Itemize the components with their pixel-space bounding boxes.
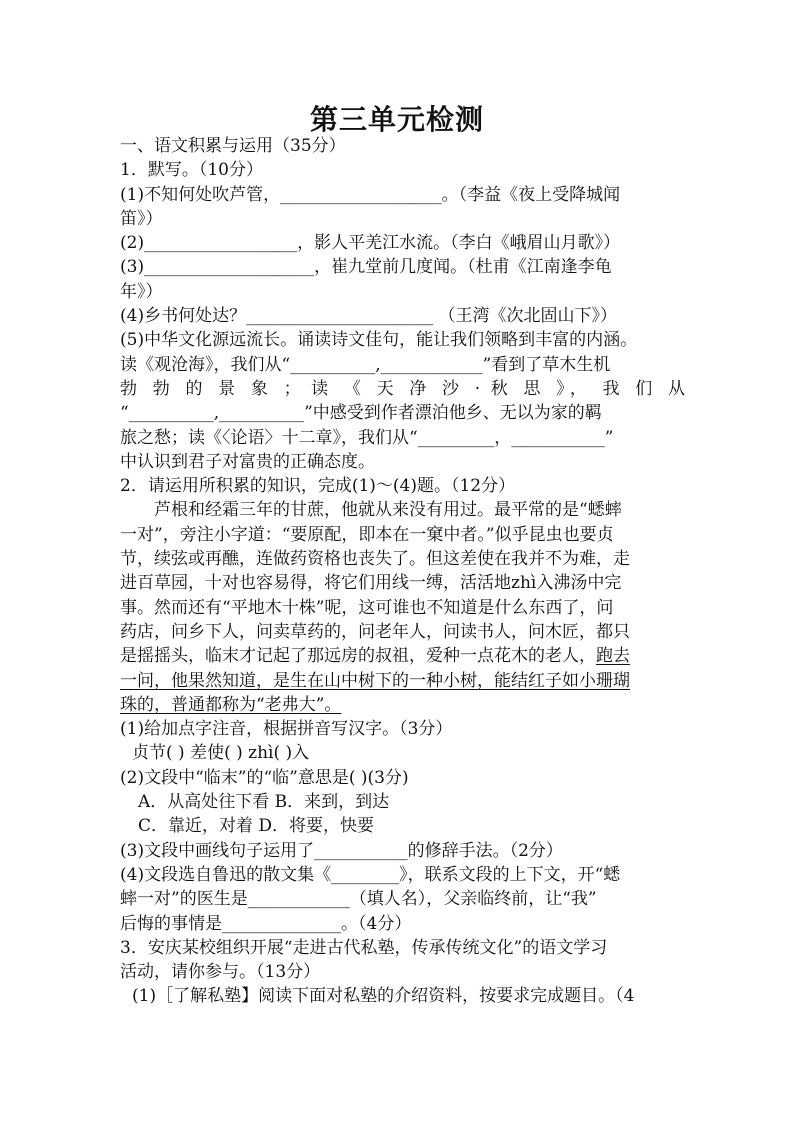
line-text: (3)文段中画线句子运用了___________的修辞手法。（2分） <box>120 840 563 861</box>
text-line <box>120 790 685 814</box>
text-line <box>120 158 685 182</box>
text-line <box>120 717 685 741</box>
text-line <box>120 377 685 401</box>
line-text: 旅之愁；读《〈论语〉十二章》，我们从“_________，___________” <box>120 427 614 448</box>
line-text: 3．安庆某校组织开展“走进古代私塾，传承传统文化”的语文学习 <box>120 937 608 958</box>
line-text: (4)文段选自鲁迅的散文集《________》，联系文段的上下文，开“蟋 <box>120 864 621 885</box>
line-text: 一、语文积累与运用（35分） <box>120 136 346 156</box>
line-text: 读《观沧海》，我们从“__________,____________”看到了草木生机 <box>120 354 611 375</box>
text-line <box>120 912 685 936</box>
text-line <box>120 863 685 887</box>
text-line <box>120 693 685 717</box>
document-body <box>120 134 685 1009</box>
text-line <box>120 887 685 911</box>
text-line <box>120 426 685 450</box>
text-line <box>120 474 685 498</box>
text-line <box>120 353 685 377</box>
line-text: 贞节( ) 差使( ) zhì( )入 <box>132 743 310 764</box>
text-line <box>120 547 685 571</box>
text-line <box>120 207 685 231</box>
line-text: 后悔的事情是______________。（4分） <box>120 913 412 934</box>
line-text: 是摇摇头，临末才记起了那远房的叔祖，爱种一点花木的老人， <box>120 646 596 667</box>
text-line <box>120 304 685 328</box>
text-line <box>120 596 685 620</box>
line-text: 珠的，普通都称为“老弗大”。 <box>120 694 342 715</box>
line-text: (4)乡书何处达？______________________ （王湾《次北固山下》） <box>120 306 617 327</box>
line-text: 一问，他果然知道，是生在山中树下的一种小树，能结红子如小珊瑚 <box>120 670 630 691</box>
line-text: 年》） <box>120 281 163 302</box>
line-text: A．从高处往下看 B．来到，到达 <box>138 792 390 813</box>
text-line <box>120 839 685 863</box>
text-line <box>120 255 685 279</box>
line-text: 蟀一对”的医生是____________（填人名），父亲临终前，让“我” <box>120 889 597 910</box>
text-line <box>120 523 685 547</box>
text-line <box>120 984 685 1008</box>
line-text: (1)不知何处吹芦管，___________________。（李益《夜上受降城闻 <box>120 184 621 205</box>
text-line <box>120 741 685 765</box>
text-line <box>120 644 685 668</box>
line-text: C．靠近，对着 D．将要，快要 <box>138 816 375 837</box>
line-text: 2．请运用所积累的知识，完成(1)～(4)题。（12分） <box>120 476 516 497</box>
line-text: (2)文段中“临末”的“临”意思是( )(3分) <box>120 767 409 788</box>
underlined-text: 跑去 <box>596 646 630 667</box>
line-text: (1)［了解私塾】阅读下面对私塾的介绍资料，按要求完成题目。（4 <box>132 986 635 1007</box>
line-text: 节，续弦或再醮，连做药资格也丧失了。但这差使在我并不为难，走 <box>120 549 630 570</box>
text-line <box>120 766 685 790</box>
line-text: 活动，请你参与。（13分） <box>120 962 321 983</box>
line-text: 事。然而还有“平地木十株”呢，这可谁也不知道是什么东西了，问 <box>120 597 614 618</box>
text-line <box>120 231 685 255</box>
line-text: “__________,__________”中感受到作者漂泊他乡、无以为家的羁 <box>120 403 602 424</box>
line-text: 中认识到君子对富贵的正确态度。 <box>120 451 375 472</box>
line-text: (5)中华文化源远流长。诵读诗文佳句，能让我们领略到丰富的内涵。 <box>120 330 638 351</box>
text-line <box>120 401 685 425</box>
text-line <box>120 280 685 304</box>
text-line <box>120 936 685 960</box>
line-text: 笛》） <box>120 208 163 229</box>
line-text: 药店，问乡下人，问卖草药的，问老年人，问读书人，问木匠，都只 <box>120 621 630 642</box>
text-line <box>120 134 685 158</box>
line-text: 一对”，旁注小字道：“要原配，即本在一窠中者。”似乎昆虫也要贞 <box>120 524 614 545</box>
line-text: 芦根和经霜三年的甘蔗，他就从来没有用过。最平常的是“蟋蟀 <box>154 500 622 521</box>
line-text: 进百草园，十对也容易得，将它们用线一缚，活活地zhì入沸汤中完 <box>120 573 622 594</box>
text-line <box>120 498 685 522</box>
text-line <box>120 183 685 207</box>
text-line <box>120 328 685 352</box>
line-text: (2)__________________，影人平羌江水流。（李白《峨眉山月歌》） <box>120 233 621 254</box>
page-title: 第三单元检测 <box>309 103 484 136</box>
line-text: 勃 勃 的 景 象 ； 读 《 天 净 沙 · 秋 思 》， 我 们 从 <box>120 378 685 399</box>
text-line <box>120 450 685 474</box>
text-line <box>120 669 685 693</box>
text-line <box>120 814 685 838</box>
line-text: (3)____________________，崔九堂前几度闻。（杜甫《江南逢李龟 <box>120 257 612 278</box>
text-line <box>120 571 685 595</box>
text-line <box>120 960 685 984</box>
text-line <box>120 620 685 644</box>
line-text: 1．默写。（10分） <box>120 160 263 181</box>
line-text: (1)给加点字注音，根据拼音写汉字。（3分） <box>120 719 453 740</box>
